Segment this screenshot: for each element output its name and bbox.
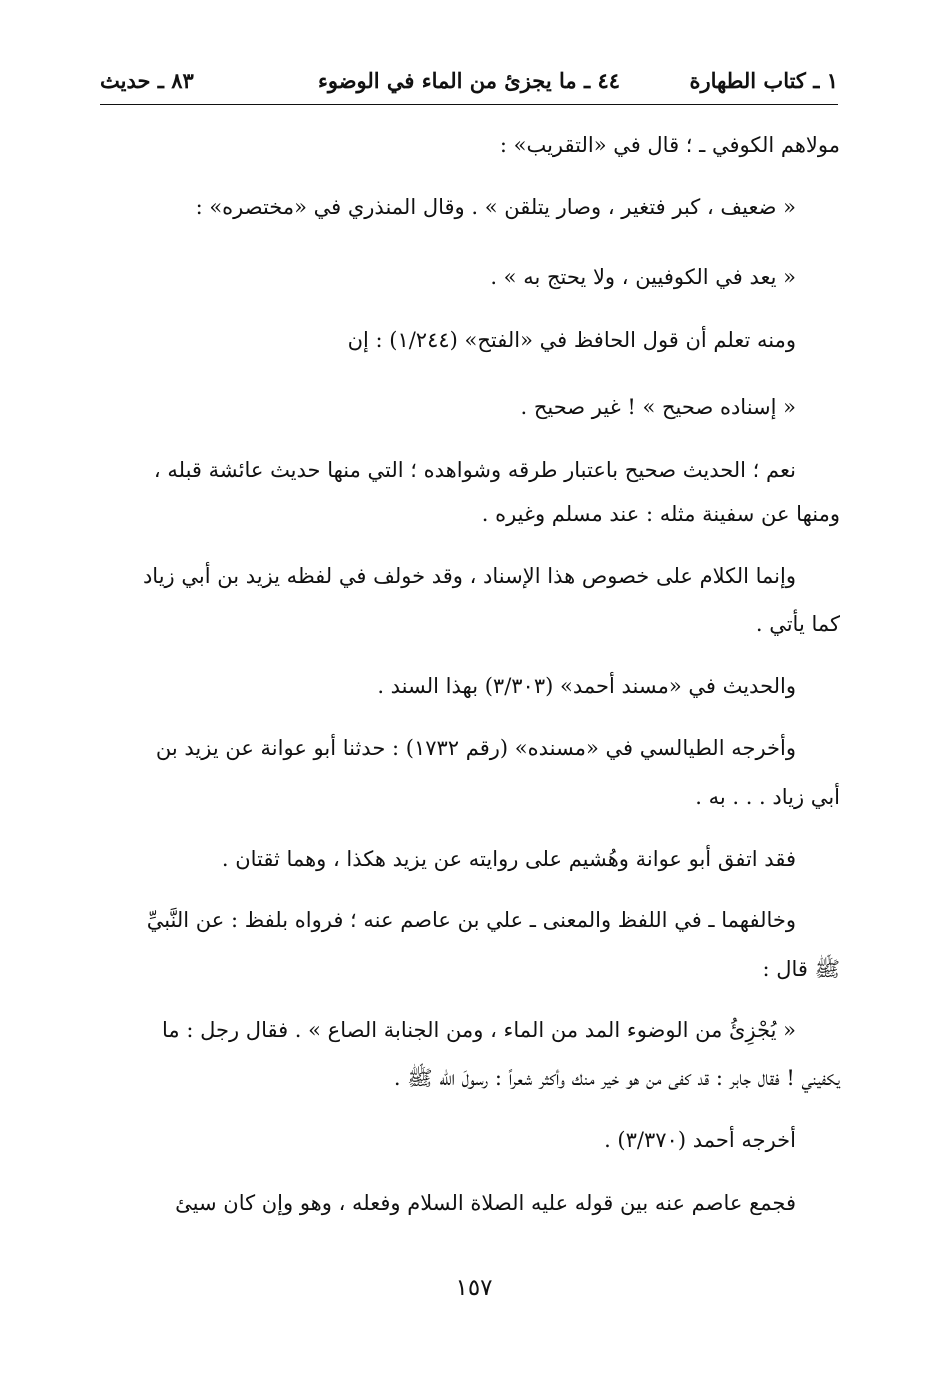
text-line: « يُجْزِئُ من الوضوء المد من الماء ، ومن الجنابة الصاع » . فقال رجل : ما bbox=[162, 1018, 796, 1042]
running-header bbox=[100, 68, 838, 102]
header-chapter-title: ٤٤ ـ ما يجزئ من الماء في الوضوء bbox=[317, 68, 621, 93]
header-hadith-number: ٨٣ ـ حديث bbox=[100, 68, 194, 93]
text-line: فقد اتفق أبو عوانة وهُشيم على روايته عن يزيد هكذا ، وهما ثقتان . bbox=[221, 847, 796, 871]
text-line: ومنه تعلم أن قول الحافظ في «الفتح» (١/٢٤٤) : إن bbox=[347, 328, 796, 352]
text-line: مولاهم الكوفي ـ ؛ قال في «التقريب» : bbox=[499, 133, 840, 157]
page-number: ١٥٧ bbox=[455, 1275, 493, 1301]
text-line: ومنها عن سفينة مثله : عند مسلم وغيره . bbox=[481, 502, 840, 526]
text-line: « إسناده صحيح » ! غير صحيح . bbox=[520, 395, 796, 419]
text-line: « ضعيف ، كبر فتغير ، وصار يتلقن » . وقال المنذري في «مختصره» : bbox=[195, 195, 796, 219]
text-line: أبي زياد . . . به . bbox=[695, 785, 840, 809]
text-line: ﷺ قال : bbox=[762, 957, 840, 981]
text-line: والحديث في «مسند أحمد» (٣/٣٠٣) بهذا السند . bbox=[377, 674, 796, 698]
text-line: وأخرجه الطيالسي في «مسنده» (رقم ١٧٣٢) : حدثنا أبو عوانة عن يزيد بن bbox=[155, 736, 796, 760]
text-line: فجمع عاصم عنه بين قوله عليه الصلاة السلام وفعله ، وهو وإن كان سيئ bbox=[175, 1191, 796, 1215]
header-book-title: ١ ـ كتاب الطهارة bbox=[689, 68, 838, 93]
text-line: كما يأتي . bbox=[755, 612, 840, 636]
header-rule bbox=[100, 104, 838, 105]
text-line: « يعد في الكوفيين ، ولا يحتج به » . bbox=[490, 265, 796, 289]
text-line: نعم ؛ الحديث صحيح باعتبار طرقه وشواهده ؛ التي منها حديث عائشة قبله ، bbox=[153, 458, 796, 482]
text-line: وخالفهما ـ في اللفظ والمعنى ـ علي بن عاصم عنه ؛ فرواه بلفظ : عن النَّبيِّ bbox=[146, 908, 796, 932]
text-line: أخرجه أحمد (٣/٣٧٠) . bbox=[604, 1128, 796, 1152]
text-line: وإنما الكلام على خصوص هذا الإسناد ، وقد خولف في لفظه يزيد بن أبي زياد bbox=[142, 564, 796, 588]
text-line: يكفيني ! فقال جابر : قد كفى من هو خير منك وأكثر شعراً : رسولَ الله ﷺ . bbox=[393, 1066, 840, 1090]
